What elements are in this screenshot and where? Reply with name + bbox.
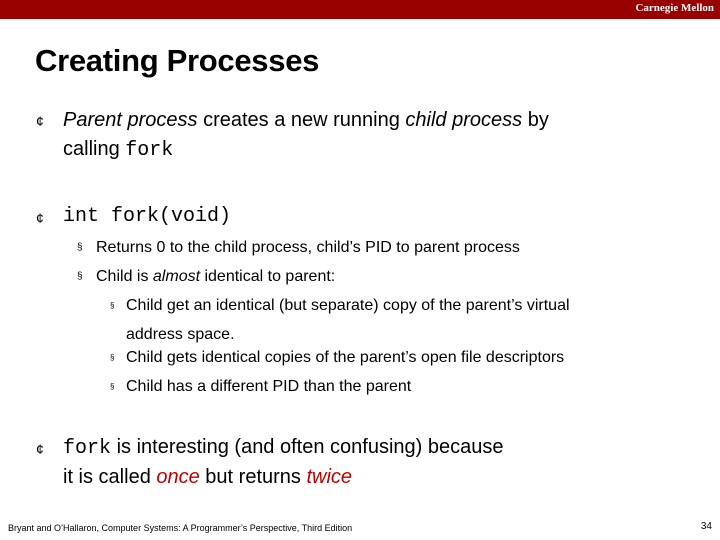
sub-bullet-marker: § — [77, 271, 83, 282]
sub-sub-bullet-1 — [126, 291, 686, 349]
bullet-3-emphasis-once: once — [156, 466, 200, 488]
sub-bullet-1: Returns 0 to the child process, child’s PID to parent process — [96, 239, 520, 256]
footer-citation: Bryant and O’Hallaron, Computer Systems: A Programmer’s Perspective, Third Edition — [8, 523, 353, 533]
bullet-3-code: fork — [63, 437, 112, 460]
bullet-1-text-1: creates a new running — [197, 109, 406, 131]
sub-bullet-marker: § — [77, 242, 83, 253]
bullet-1-emphasis-1: Parent process — [63, 109, 198, 131]
bullet-2-code: int fork(void) — [63, 205, 232, 228]
page-number: 34 — [700, 521, 712, 532]
sub-sub-bullet-marker: § — [110, 301, 115, 310]
bullet-3-text-1: is interesting (and often confusing) because — [111, 436, 504, 458]
sub-sub-bullet-3: Child has a different PID than the parent — [126, 378, 412, 395]
sub-bullet-2-post: identical to parent: — [200, 268, 336, 285]
bullet-marker: ¢ — [36, 113, 44, 129]
sub-bullet-2-pre: Child is — [96, 268, 153, 285]
sub-bullet-2 — [96, 267, 335, 287]
sub-sub-bullet-1-line-2: address space. — [126, 326, 235, 343]
sub-sub-bullet-1-line-1: Child get an identical (but separate) copy of the parent’s virtual — [126, 297, 570, 314]
header-bar — [0, 0, 720, 19]
institution-name: Carnegie Mellon — [635, 2, 714, 14]
bullet-3 — [63, 433, 683, 492]
bullet-1-code: fork — [125, 139, 174, 162]
bullet-1-text-2: by — [522, 109, 549, 131]
sub-bullet-2-emphasis: almost — [152, 268, 201, 285]
bullet-marker: ¢ — [36, 441, 44, 457]
bullet-1-emphasis-2: child process — [405, 109, 523, 131]
bullet-1 — [63, 106, 683, 165]
slide-title: Creating Processes — [35, 43, 320, 78]
bullet-3-emphasis-twice: twice — [306, 466, 353, 488]
sub-sub-bullet-2: Child gets identical copies of the parent’s open file descriptors — [126, 349, 565, 366]
bullet-1-text-3: calling — [63, 138, 126, 160]
sub-sub-bullet-marker: § — [110, 382, 115, 391]
bullet-3-text-3: but returns — [199, 466, 307, 488]
sub-sub-bullet-marker: § — [110, 353, 115, 362]
bullet-3-text-2: it is called — [63, 466, 157, 488]
bullet-marker: ¢ — [36, 210, 44, 226]
